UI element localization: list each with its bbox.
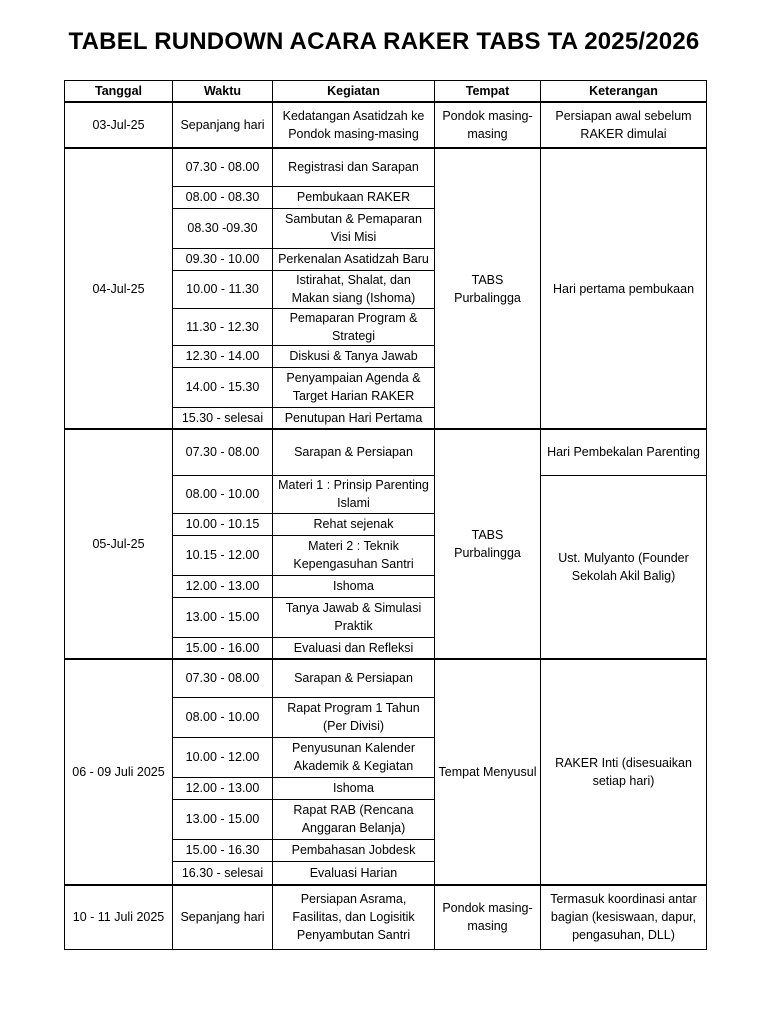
table-row: [65, 429, 707, 475]
time-cell: 12.30 - 14.00: [173, 345, 273, 367]
note-cell: Hari pertama pembukaan: [541, 148, 707, 429]
time-cell: 07.30 - 08.00: [173, 148, 273, 186]
date-cell: 06 - 09 Juli 2025: [65, 659, 173, 885]
header-activity: Kegiatan: [273, 81, 435, 103]
activity-cell: Ishoma: [273, 575, 435, 597]
activity-cell: Rapat Program 1 Tahun (Per Divisi): [273, 697, 435, 737]
time-cell: 11.30 - 12.30: [173, 308, 273, 345]
activity-cell: Penyusunan Kalender Akademik & Kegiatan: [273, 737, 435, 777]
time-cell: 10.00 - 11.30: [173, 270, 273, 308]
time-cell: 07.30 - 08.00: [173, 659, 273, 697]
time-cell: 07.30 - 08.00: [173, 429, 273, 475]
activity-cell: Sambutan & Pemaparan Visi Misi: [273, 208, 435, 248]
header-date: Tanggal: [65, 81, 173, 103]
time-cell: 15.00 - 16.30: [173, 839, 273, 861]
activity-cell: Istirahat, Shalat, dan Makan siang (Ishoma): [273, 270, 435, 308]
activity-cell: Pemaparan Program & Strategi: [273, 308, 435, 345]
activity-cell: Rapat RAB (Rencana Anggaran Belanja): [273, 799, 435, 839]
note-cell: Termasuk koordinasi antar bagian (kesiswaan, dapur, pengasuhan, DLL): [541, 885, 707, 949]
place-cell: TABS Purbalingga: [435, 429, 541, 659]
table-row: [65, 148, 707, 186]
time-cell: 10.15 - 12.00: [173, 535, 273, 575]
time-cell: 12.00 - 13.00: [173, 777, 273, 799]
date-cell: 05-Jul-25: [65, 429, 173, 659]
activity-cell: Perkenalan Asatidzah Baru: [273, 248, 435, 270]
header-note: Keterangan: [541, 81, 707, 103]
date-cell: 04-Jul-25: [65, 148, 173, 429]
activity-cell: Kedatangan Asatidzah ke Pondok masing-masing: [273, 102, 435, 148]
activity-cell: Pembahasan Jobdesk: [273, 839, 435, 861]
activity-cell: Materi 1 : Prinsip Parenting Islami: [273, 475, 435, 513]
header-time: Waktu: [173, 81, 273, 103]
time-cell: Sepanjang hari: [173, 885, 273, 949]
activity-cell: Tanya Jawab & Simulasi Praktik: [273, 597, 435, 637]
activity-cell: Rehat sejenak: [273, 513, 435, 535]
time-cell: 10.00 - 12.00: [173, 737, 273, 777]
table-row: [65, 885, 707, 949]
time-cell: 13.00 - 15.00: [173, 597, 273, 637]
time-cell: 15.00 - 16.00: [173, 637, 273, 659]
activity-cell: Materi 2 : Teknik Kepengasuhan Santri: [273, 535, 435, 575]
activity-cell: Pembukaan RAKER: [273, 186, 435, 208]
page-title: TABEL RUNDOWN ACARA RAKER TABS TA 2025/2026: [68, 28, 700, 55]
time-cell: 08.00 - 10.00: [173, 697, 273, 737]
table-row: [65, 102, 707, 148]
activity-cell: Penyampaian Agenda & Target Harian RAKER: [273, 367, 435, 407]
time-cell: 13.00 - 15.00: [173, 799, 273, 839]
activity-cell: Penutupan Hari Pertama: [273, 407, 435, 429]
activity-cell: Diskusi & Tanya Jawab: [273, 345, 435, 367]
note-cell: Hari Pembekalan Parenting: [541, 429, 707, 475]
rundown-table: [64, 80, 707, 950]
table-body: [65, 102, 707, 949]
time-cell: 16.30 - selesai: [173, 861, 273, 885]
activity-cell: Ishoma: [273, 777, 435, 799]
time-cell: Sepanjang hari: [173, 102, 273, 148]
activity-cell: Sarapan & Persiapan: [273, 659, 435, 697]
place-cell: TABS Purbalingga: [435, 148, 541, 429]
time-cell: 12.00 - 13.00: [173, 575, 273, 597]
table-row: [65, 659, 707, 697]
time-cell: 15.30 - selesai: [173, 407, 273, 429]
time-cell: 08.00 - 10.00: [173, 475, 273, 513]
activity-cell: Sarapan & Persiapan: [273, 429, 435, 475]
activity-cell: Persiapan Asrama, Fasilitas, dan Logisitik Penyambutan Santri: [273, 885, 435, 949]
note-cell: Persiapan awal sebelum RAKER dimulai: [541, 102, 707, 148]
time-cell: 10.00 - 10.15: [173, 513, 273, 535]
date-cell: 03-Jul-25: [65, 102, 173, 148]
time-cell: 14.00 - 15.30: [173, 367, 273, 407]
activity-cell: Registrasi dan Sarapan: [273, 148, 435, 186]
date-cell: 10 - 11 Juli 2025: [65, 885, 173, 949]
time-cell: 09.30 - 10.00: [173, 248, 273, 270]
note-cell: Ust. Mulyanto (Founder Sekolah Akil Balig): [541, 475, 707, 659]
activity-cell: Evaluasi Harian: [273, 861, 435, 885]
activity-cell: Evaluasi dan Refleksi: [273, 637, 435, 659]
header-place: Tempat: [435, 81, 541, 103]
time-cell: 08.30 -09.30: [173, 208, 273, 248]
place-cell: Tempat Menyusul: [435, 659, 541, 885]
note-cell: RAKER Inti (disesuaikan setiap hari): [541, 659, 707, 885]
place-cell: Pondok masing-masing: [435, 885, 541, 949]
place-cell: Pondok masing-masing: [435, 102, 541, 148]
table-header-row: [65, 81, 707, 103]
time-cell: 08.00 - 08.30: [173, 186, 273, 208]
